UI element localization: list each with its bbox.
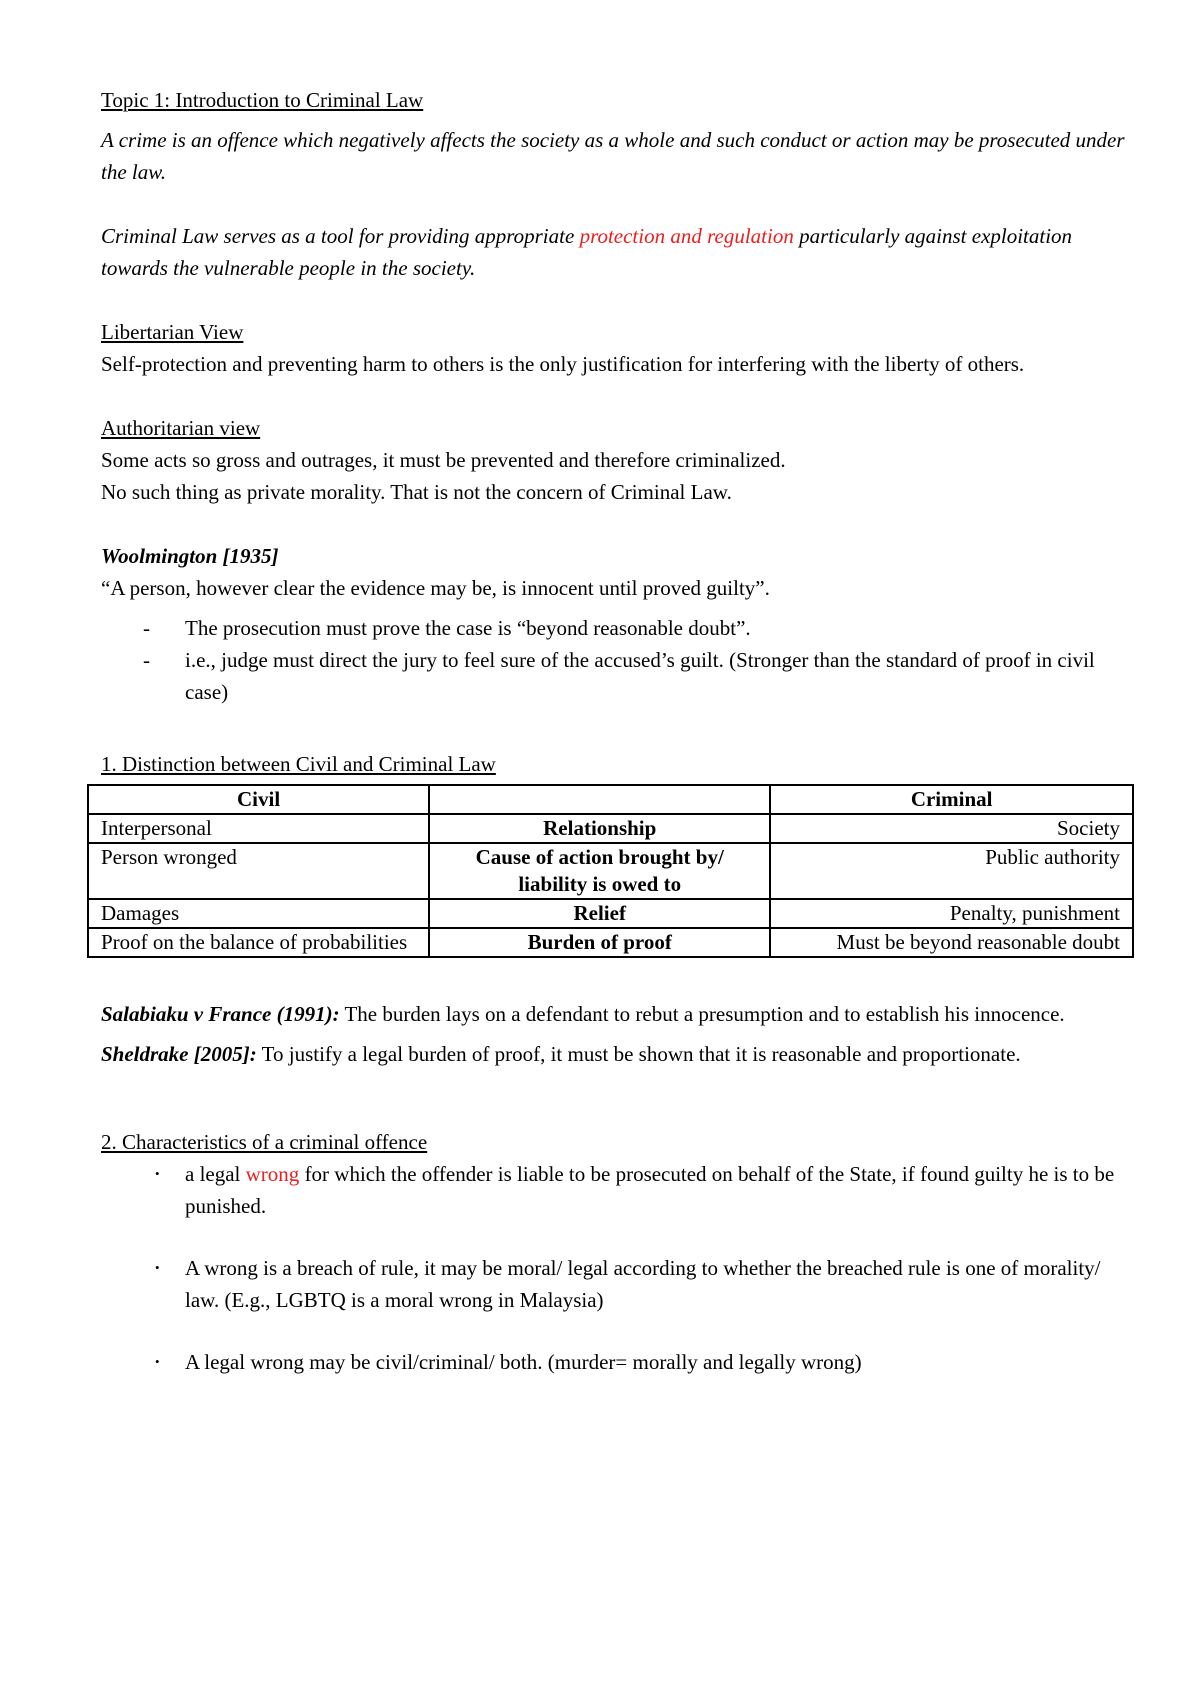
cell-civil: Interpersonal xyxy=(88,814,429,843)
criminal-law-post: particularly against exploitation towards the vulnerable people in the society. xyxy=(101,224,1073,280)
libertarian-heading: Libertarian View xyxy=(101,320,244,344)
sheldrake-text: To justify a legal burden of proof, it must be shown that it is reasonable and proportionate. xyxy=(256,1042,1021,1066)
cell-civil: Proof on the balance of probabilities xyxy=(88,928,429,957)
criminal-law-highlight: protection and regulation xyxy=(579,224,794,248)
woolmington-point: - The prosecution must prove the case is “beyond reasonable doubt”. xyxy=(101,612,1131,644)
topic-title: Topic 1: Introduction to Criminal Law xyxy=(101,88,424,112)
crime-definition: A crime is an offence which negatively affects the society as a whole and such conduct or action may be prosecuted under the law. xyxy=(101,128,1125,184)
header-civil: Civil xyxy=(88,785,429,814)
libertarian-text: Self-protection and preventing harm to others is the only justification for interfering with the liberty of others. xyxy=(101,352,1025,376)
cell-aspect: Burden of proof xyxy=(429,928,770,957)
table-row xyxy=(88,843,1133,899)
characteristic-item xyxy=(101,1158,1131,1222)
header-middle xyxy=(429,785,770,814)
criminal-law-pre: Criminal Law serves as a tool for providing appropriate xyxy=(101,224,580,248)
item-1-pre: a legal xyxy=(185,1162,246,1186)
sheldrake-case-name: Sheldrake [2005]: xyxy=(101,1042,257,1066)
woolmington-point: - i.e., judge must direct the jury to feel sure of the accused’s guilt. (Stronger than the standard of proof in civil case) xyxy=(101,644,1131,708)
woolmington-points xyxy=(101,612,1131,708)
item-1-post: for which the offender is liable to be prosecuted on behalf of the State, if found guilty he is to be punished. xyxy=(185,1162,1115,1218)
table-row xyxy=(88,899,1133,928)
item-1-highlight: wrong xyxy=(245,1162,300,1186)
characteristic-item: • A wrong is a breach of rule, it may be moral/ legal according to whether the breached rule is one of morality/ law. (E.g., LGBTQ is a moral wrong in Malaysia) xyxy=(101,1252,1131,1316)
cell-aspect: Cause of action brought by/ liability is owed to xyxy=(429,843,770,899)
cell-aspect: Relationship xyxy=(429,814,770,843)
section-2-heading: 2. Characteristics of a criminal offence xyxy=(101,1130,428,1154)
authoritarian-line-2: No such thing as private morality. That is not the concern of Criminal Law. xyxy=(101,480,732,504)
table-header-row xyxy=(88,785,1133,814)
woolmington-case-name: Woolmington [1935] xyxy=(101,544,279,568)
salabiaku-text: The burden lays on a defendant to rebut a presumption and to establish his innocence. xyxy=(339,1002,1065,1026)
sheldrake-paragraph xyxy=(101,1038,1131,1070)
section-1-heading: 1. Distinction between Civil and Criminal Law xyxy=(101,752,496,776)
cell-criminal: Public authority xyxy=(770,843,1133,899)
salabiaku-case-name: Salabiaku v France (1991): xyxy=(101,1002,340,1026)
offence-characteristics xyxy=(101,1158,1131,1378)
header-criminal: Criminal xyxy=(770,785,1133,814)
characteristic-item: • A legal wrong may be civil/criminal/ both. (murder= morally and legally wrong) xyxy=(101,1346,1131,1378)
salabiaku-paragraph xyxy=(101,998,1131,1030)
civil-criminal-table xyxy=(87,784,1134,958)
cell-criminal: Society xyxy=(770,814,1133,843)
cell-aspect: Relief xyxy=(429,899,770,928)
cell-civil: Person wronged xyxy=(88,843,429,899)
document-content xyxy=(101,84,1131,1408)
table-row xyxy=(88,928,1133,957)
criminal-law-purpose xyxy=(101,220,1131,284)
authoritarian-line-1: Some acts so gross and outrages, it must be prevented and therefore criminalized. xyxy=(101,448,786,472)
authoritarian-heading: Authoritarian view xyxy=(101,416,261,440)
woolmington-quote: “A person, however clear the evidence may be, is innocent until proved guilty”. xyxy=(101,576,770,600)
cell-civil: Damages xyxy=(88,899,429,928)
cell-criminal: Must be beyond reasonable doubt xyxy=(770,928,1133,957)
cell-criminal: Penalty, punishment xyxy=(770,899,1133,928)
table-row xyxy=(88,814,1133,843)
